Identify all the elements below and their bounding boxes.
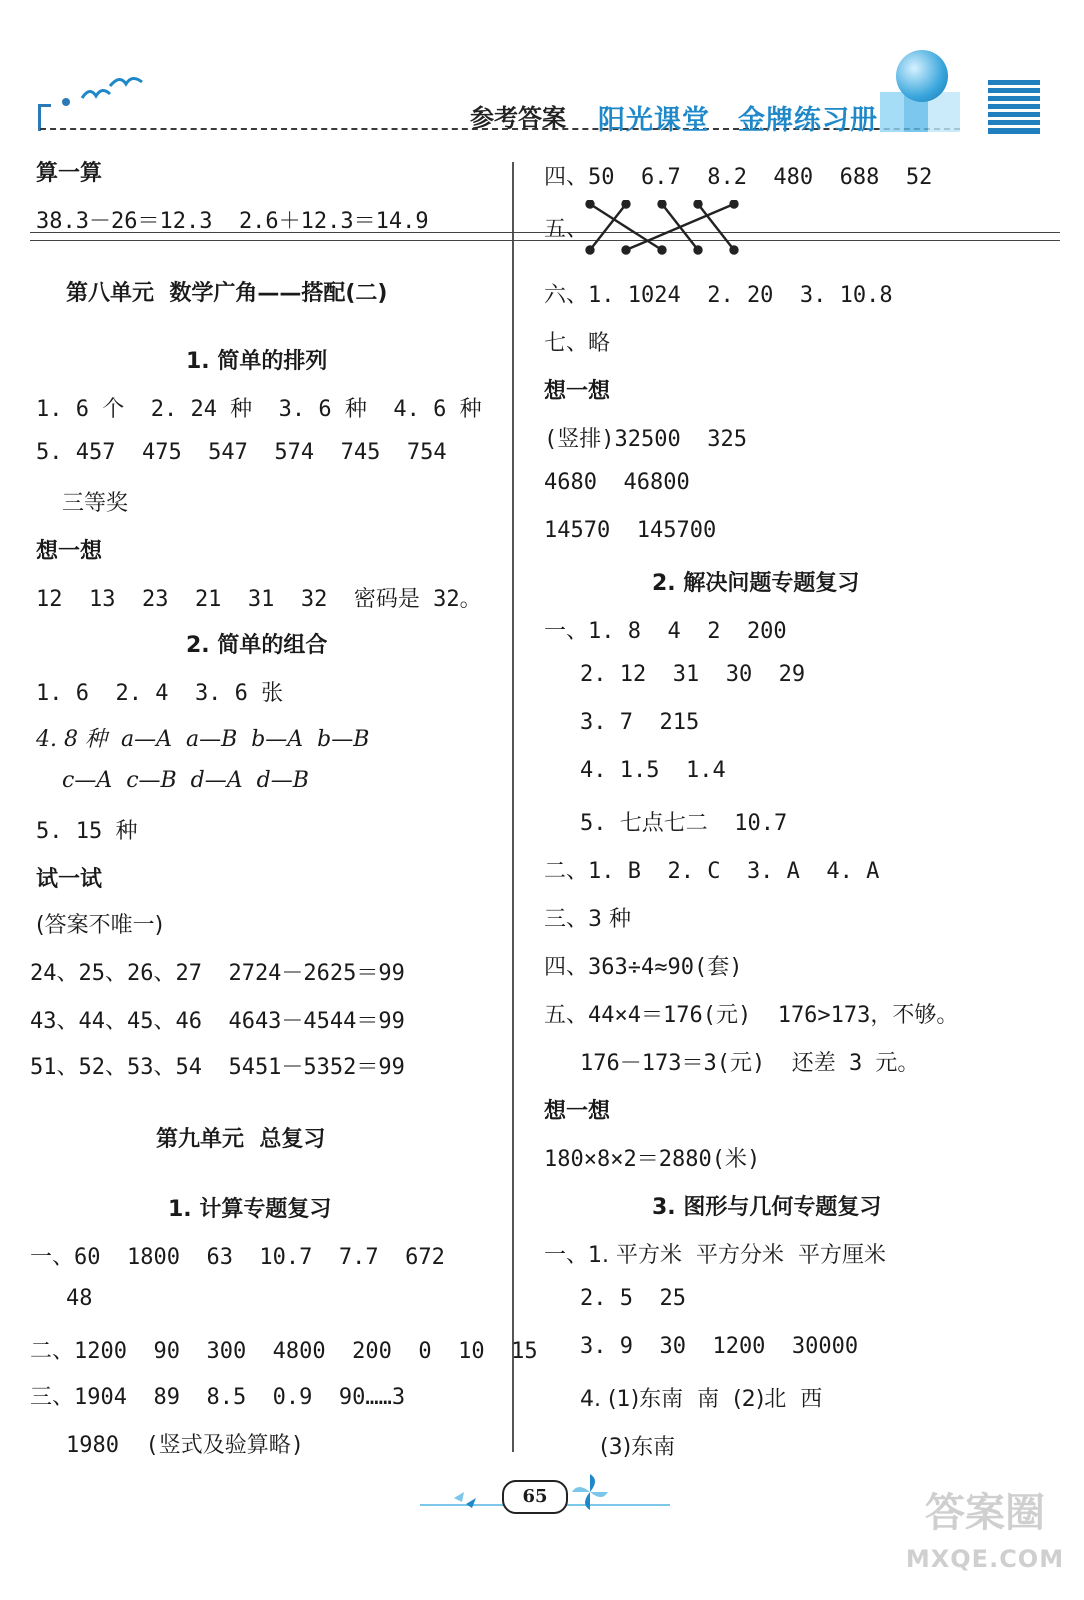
section-title: 试一试 [36, 867, 103, 892]
answer-line: 48 [66, 1286, 93, 1311]
answer-line: 1980 (竖式及验算略) [66, 1433, 304, 1458]
matching-lines-diagram [580, 200, 740, 256]
header-brand-1: 阳光课堂 [598, 105, 710, 136]
answer-line: 5. 15 种 [36, 819, 138, 844]
header-brand-2: 金牌练习册 [738, 105, 878, 136]
header-corner-mark [38, 104, 51, 131]
answer-line: 一、1. 平方米 平方分米 平方厘米 [544, 1243, 886, 1268]
lesson-title: 2. 解决问题专题复习 [652, 571, 860, 596]
answer-line: 14570 145700 [544, 518, 717, 543]
answer-line: 六、1. 1024 2. 20 3. 10.8 [544, 283, 893, 308]
answer-line: (3)东南 [600, 1435, 676, 1460]
answer-line: 2. 5 25 [580, 1286, 686, 1311]
section-title: 想一想 [36, 539, 103, 564]
answer-line: 四、363÷4≈90(套) [544, 955, 743, 980]
page-footer [420, 1478, 670, 1518]
header-stripes-decoration [988, 80, 1040, 134]
answer-line: 2. 12 31 30 29 [580, 662, 806, 687]
answer-line: 51、52、53、54 5451－5352＝99 [30, 1055, 405, 1080]
section-title: 想一想 [544, 1099, 611, 1124]
answer-line: 5. 七点七二 10.7 [580, 811, 788, 836]
page-number: 65 [502, 1480, 568, 1514]
answer-line: 176－173＝3(元) 还差 3 元。 [580, 1051, 920, 1076]
answer-line: (竖排)32500 325 [544, 427, 747, 452]
watermark [900, 1490, 1070, 1590]
answer-line: 38.3－26＝12.3 2.6＋12.3＝14.9 [36, 209, 429, 234]
header-dot [62, 98, 70, 106]
birds-icon [80, 72, 150, 112]
answer-line: 4. (1)东南 南 (2)北 西 [580, 1387, 823, 1412]
answer-line: 12 13 23 21 31 32 密码是 32。 [36, 587, 482, 612]
answer-line: 五、 [544, 217, 589, 242]
answer-line: 三、3 种 [544, 907, 631, 932]
answer-line: (答案不唯一) [36, 913, 164, 938]
answer-line: 4. 8 种 a—A a—B b—A b—B [36, 727, 370, 752]
section-title: 算一算 [36, 161, 103, 186]
answer-line: 三、1904 89 8.5 0.9 90……3 [30, 1385, 406, 1410]
watermark-text: 答案圈 [925, 1490, 1045, 1536]
answer-line: 七、略 [544, 331, 611, 356]
answer-line: 二、1. B 2. C 3. A 4. A [544, 859, 880, 884]
answer-line: 三等奖 [62, 491, 129, 516]
answer-line: 四、50 6.7 8.2 480 688 52 [544, 165, 933, 190]
watermark-url: MXQE.COM [905, 1545, 1065, 1573]
star-icon [450, 1486, 480, 1510]
lesson-title: 1. 计算专题复习 [168, 1197, 332, 1222]
answer-line: 3. 7 215 [580, 710, 700, 735]
answer-line: 24、25、26、27 2724－2625＝99 [30, 961, 405, 986]
answer-line: 二、1200 90 300 4800 200 0 10 15 [30, 1339, 538, 1364]
answer-line: 180×8×2＝2880(米) [544, 1147, 761, 1172]
answer-line: 一、60 1800 63 10.7 7.7 672 [30, 1245, 445, 1270]
column-divider [512, 162, 514, 1452]
answer-line: 4. 1.5 1.4 [580, 758, 726, 783]
unit-title: 第八单元 数学广角——搭配(二) [66, 281, 388, 306]
answer-line: 5. 457 475 547 574 745 754 [36, 440, 447, 465]
answer-line: 一、1. 8 4 2 200 [544, 619, 787, 644]
answer-line: c—A c—B d—A d—B [62, 768, 309, 793]
lesson-title: 1. 简单的排列 [186, 349, 328, 374]
section-title: 想一想 [544, 379, 611, 404]
answer-line: 五、44×4＝176(元) 176>173，不够。 [544, 1003, 959, 1028]
pinwheel-icon [570, 1472, 610, 1512]
page-header [0, 0, 1084, 150]
unit-title: 第九单元 总复习 [156, 1127, 326, 1152]
answer-line: 1. 6 2. 4 3. 6 张 [36, 681, 284, 706]
answer-line: 1. 6 个 2. 24 种 3. 6 种 4. 6 种 [36, 397, 482, 422]
header-ref-label: 参考答案 [470, 104, 566, 132]
lesson-title: 3. 图形与几何专题复习 [652, 1195, 882, 1220]
answer-line: 3. 9 30 1200 30000 [580, 1334, 859, 1359]
answer-line: 43、44、45、46 4643－4544＝99 [30, 1009, 405, 1034]
globe-icon [896, 50, 948, 102]
answer-line: 4680 46800 [544, 470, 690, 495]
lesson-title: 2. 简单的组合 [186, 633, 328, 658]
